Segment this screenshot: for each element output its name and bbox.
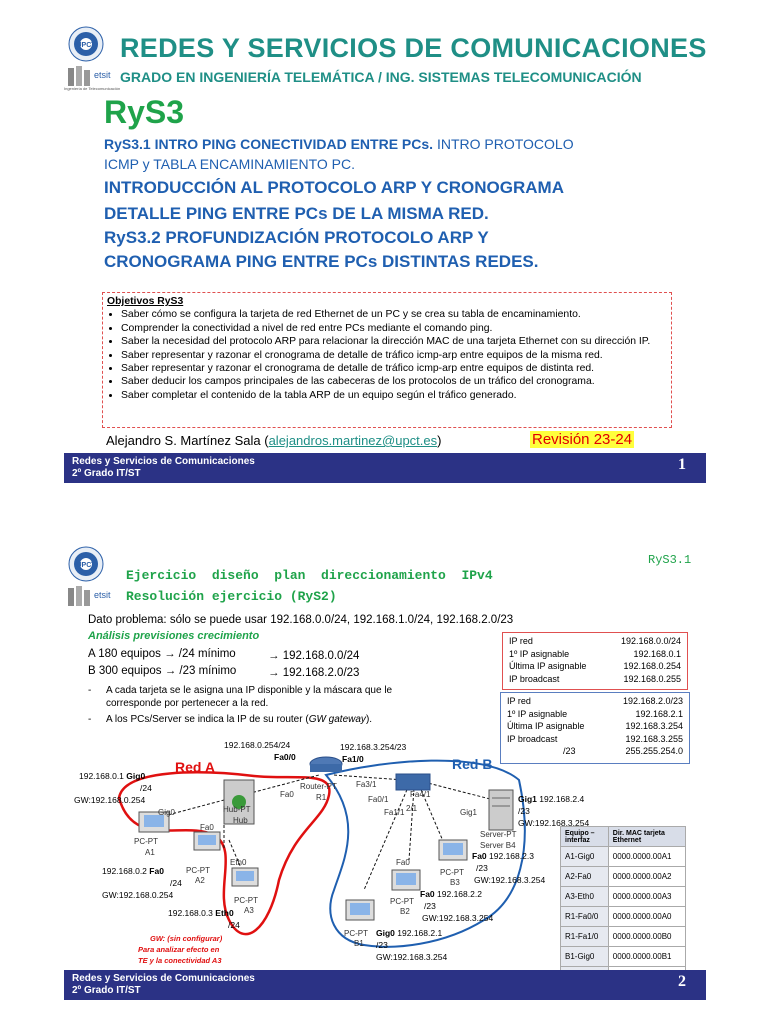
a3-note-3: TE y la conectividad A3 [138, 956, 222, 965]
red-b-label: Red B [452, 756, 493, 772]
footer-course: Redes y Servicios de Comunicaciones [72, 973, 255, 984]
slide1-line4: DETALLE PING ENTRE PCs DE LA MISMA RED. [104, 204, 489, 223]
mac-row [561, 847, 686, 867]
b2-ip-value: 192.168.2.2 [437, 889, 482, 899]
net-a-row [509, 648, 681, 661]
a3-note-2: Para analizar efecto en [138, 945, 220, 954]
net-a-value: 192.168.0.255 [623, 673, 681, 684]
mac-device: A1-Gig0 [561, 847, 609, 867]
b4-ip-value: 192.168.2.4 [539, 794, 585, 804]
author-email[interactable]: alejandros.martinez@upct.es [268, 433, 438, 448]
pc-a2-name: A2 [195, 876, 205, 885]
mac-row [561, 927, 686, 947]
b3-interface: Fa0 [472, 851, 487, 861]
etsit-logo-caption: Ingeniería de Telecomunicación [64, 86, 121, 91]
university-logo [68, 26, 104, 62]
objective-item: • Saber representar y razonar el cronograma de detalle de tráfico icmp-arp entre equipos de distinta red. [121, 362, 667, 375]
page-number: 1 [678, 456, 686, 473]
mac-address: 0000.0000.00A0 [608, 907, 685, 927]
net-a-value: 192.168.0.254 [623, 661, 681, 672]
port-label: 2/1 [406, 804, 418, 813]
slide1-line2: ICMP y TABLA ENCAMINAMIENTO PC. [104, 156, 356, 172]
mac-address: 0000.0000.00A2 [608, 867, 685, 887]
svg-text:UPCT: UPCT [76, 42, 96, 49]
pc-b1-icon [346, 900, 374, 920]
slide1-line1 [104, 136, 574, 152]
pc-b2-icon [392, 870, 420, 890]
net-b-key: 1º IP asignable [507, 708, 568, 719]
port-label: Fa0/1 [368, 795, 389, 804]
pc-b3-name: B3 [450, 878, 460, 887]
b1-interface: Gig0 [376, 928, 395, 938]
pc-a2-label: PC-PT [186, 866, 210, 875]
objectives-title: Objetivos RyS3 [107, 296, 184, 307]
note-bullet-2: - A los PCs/Server se indica la IP de su router (GW gateway). [88, 714, 373, 725]
hub-name: Hub [233, 816, 248, 825]
server-label: Server-PT [480, 830, 517, 839]
b4-interface: Gig1 [518, 794, 537, 804]
mac-table [560, 826, 686, 990]
net-b-row [507, 708, 683, 721]
svg-text:UPCT: UPCT [76, 562, 96, 569]
b3-ip-value: 192.168.2.3 [489, 851, 534, 861]
slide1-title: REDES Y SERVICIOS DE COMUNICACIONES [120, 33, 707, 63]
mac-row [561, 907, 686, 927]
a3-interface: Eth0 [215, 908, 234, 918]
mac-device: A3-Eth0 [561, 887, 609, 907]
note-bullet-1: - A cada tarjeta se le asigna una IP disponible y la máscara que le corresponde por pertenecer a la red. [88, 684, 428, 710]
pc-a3-icon [232, 868, 258, 886]
port-label: Gig0 [158, 808, 175, 817]
b4-mask: /23 [518, 806, 530, 816]
objective-item: • Saber completar el contenido de la tabla ARP de un equipo según el tráfico generado. [121, 389, 667, 402]
router-label: Router-PT [300, 782, 337, 791]
slide1-footer [64, 453, 706, 483]
port-label: Gig1 [460, 808, 477, 817]
pc-b1-label: PC-PT [344, 929, 368, 938]
author-name: Alejandro S. Martínez Sala ( [106, 433, 269, 448]
net-b-value: 192.168.3.255 [625, 733, 683, 744]
b1-ip [376, 928, 442, 938]
pc-a1-label: PC-PT [134, 837, 158, 846]
objectives-list [107, 308, 667, 402]
slide2-title-line2: Resolución ejercicio (RyS2) [126, 589, 337, 604]
slide2-title-line1: Ejercicio diseño plan direccionamiento IPv4 [126, 568, 493, 583]
revision-label: Revisión 23-24 [532, 431, 633, 448]
pc-a3-name: A3 [244, 906, 254, 915]
pc-b2-label: PC-PT [390, 897, 414, 906]
router-name: R1 [316, 793, 327, 802]
pc-b1-name: B1 [354, 939, 364, 948]
mac-device: A2-Fa0 [561, 867, 609, 887]
b2-ip [420, 889, 482, 899]
net-b-value: 192.168.2.1 [635, 708, 683, 719]
port-label: Fa1/1 [384, 808, 405, 817]
net-b-key: Última IP asignable [507, 721, 585, 732]
mac-address: 0000.0000.00B0 [608, 927, 685, 947]
b2-interface: Fa0 [420, 889, 435, 899]
net-a-key: IP broadcast [509, 673, 560, 684]
port-label: Fa3/1 [356, 780, 377, 789]
net-b-value: 255.255.254.0 [625, 746, 683, 757]
slide1-line3: INTRODUCCIÓN AL PROTOCOLO ARP Y CRONOGRAMA [104, 178, 564, 197]
mac-address: 0000.0000.00A1 [608, 847, 685, 867]
note-bullet-2-end: ). [365, 714, 373, 725]
note-bullet-2-italic: GW gateway [308, 714, 366, 725]
a1-interface: Gig0 [126, 771, 146, 781]
switch-icon [396, 774, 430, 790]
mac-row [561, 887, 686, 907]
b3-ip [472, 851, 534, 861]
r1-fa10-ip: 192.168.3.254/23 [340, 742, 407, 752]
net-a-value: 192.168.0.0/24 [620, 636, 681, 646]
a3-ip-value: 192.168.0.3 [168, 908, 213, 918]
mac-header-row [561, 827, 686, 847]
mac-row [561, 867, 686, 887]
etsit-logo [64, 62, 121, 92]
b1-mask: /23 [376, 940, 388, 950]
net-b-key: /23 [563, 746, 576, 757]
r1-fa00-if: Fa0/0 [274, 752, 296, 762]
requirement-b: B 300 equipos → /23 mínimo [88, 665, 237, 677]
requirement-a-result: → 192.168.0.0/24 [268, 650, 360, 662]
net-a-key: 1º IP asignable [509, 648, 570, 659]
net-a-key: Última IP asignable [509, 661, 587, 672]
mac-header-device: Equipo – interfaz [561, 827, 609, 847]
pc-a3-label: PC-PT [234, 896, 258, 905]
net-a-key: IP red [509, 636, 533, 646]
net-a-row [509, 673, 681, 686]
a2-gw: GW:192.168.0.254 [102, 890, 174, 900]
a3-ip [168, 908, 234, 918]
analysis-title: Análisis previsiones crecimiento [88, 630, 260, 642]
footer-course: Redes y Servicios de Comunicaciones [72, 456, 255, 467]
port-label: Fa0 [396, 858, 410, 867]
pc-a1-name: A1 [145, 848, 155, 857]
net-a-row [509, 635, 681, 648]
r1-fa00-ip: 192.168.0.254/24 [224, 740, 291, 750]
b3-gw: GW:192.168.3.254 [474, 875, 546, 885]
a1-gw: GW:192.168.0.254 [74, 795, 146, 805]
note-bullet-1-text: A cada tarjeta se le asigna una IP disponible y la máscara que le corresponde por pertenecer a la red. [106, 685, 393, 709]
mac-device: R1-Fa1/0 [561, 927, 609, 947]
a1-ip-value: 192.168.0.1 [79, 771, 124, 781]
author-line [106, 433, 441, 448]
port-label: Fa0 [200, 823, 214, 832]
port-label: Fa0 [280, 790, 294, 799]
net-a-row [509, 660, 681, 673]
slide1-code: RyS3 [104, 94, 185, 130]
pc-b3-icon [439, 840, 467, 860]
footer-grade: 2º Grado IT/ST [72, 468, 141, 479]
requirement-a: A 180 equipos → /24 mínimo [88, 648, 236, 660]
mac-address: 0000.0000.00B1 [608, 947, 685, 967]
objective-item: • Saber representar y razonar el cronograma de detalle de tráfico icmp-arp entre equipos de la misma red. [121, 349, 667, 362]
net-a-value: 192.168.0.1 [633, 648, 681, 659]
etsit-logo [64, 582, 114, 612]
net-b-row [507, 720, 683, 733]
etsit-logo-text: etsit [94, 590, 111, 600]
server-b4-icon [489, 790, 513, 830]
r1-fa10-if: Fa1/0 [342, 754, 364, 764]
slide1-subtitle: GRADO EN INGENIERÍA TELEMÁTICA / ING. SISTEMAS TELECOMUNICACIÓN [120, 69, 642, 85]
etsit-logo-text: etsit [94, 70, 111, 80]
net-b-row [507, 695, 683, 708]
page-number: 2 [678, 973, 686, 990]
mac-header-mac: Dir. MAC tarjeta Ethernet [608, 827, 685, 847]
b3-mask: /23 [476, 863, 488, 873]
a2-ip-value: 192.168.0.2 [102, 866, 147, 876]
b4-ip [518, 794, 584, 804]
a3-note-1: GW: (sin configurar) [150, 934, 223, 943]
objectives-box [102, 292, 672, 428]
slide1-line1-bold: RyS3.1 INTRO PING CONECTIVIDAD ENTRE PCs. [104, 136, 434, 152]
university-logo [68, 546, 104, 582]
a1-ip [79, 771, 145, 781]
slide2-footer [64, 970, 706, 1000]
net-b-key: IP broadcast [507, 733, 558, 744]
hub-label: Hub-PT [223, 805, 251, 814]
pc-a2-icon [194, 832, 220, 850]
port-label: Fa4/1 [410, 790, 431, 799]
slide1-line5: RyS3.2 PROFUNDIZACIÓN PROTOCOLO ARP Y [104, 228, 489, 247]
mac-row [561, 947, 686, 967]
slide1-line6: CRONOGRAMA PING ENTRE PCs DISTINTAS REDES. [104, 252, 539, 271]
b4-gw: GW:192.168.3.254 [518, 818, 590, 828]
a3-mask: /24 [228, 920, 240, 930]
pc-b2-name: B2 [400, 907, 410, 916]
server-name: Server B4 [480, 841, 516, 850]
net-b-value: 192.168.2.0/23 [622, 696, 683, 706]
b1-gw: GW:192.168.3.254 [376, 952, 448, 962]
objective-item: • Comprender la conectividad a nivel de red entre PCs mediante el comando ping. [121, 322, 667, 335]
mac-address: 0000.0000.00A3 [608, 887, 685, 907]
requirement-b-result: → 192.168.2.0/23 [268, 667, 360, 679]
footer-grade: 2º Grado IT/ST [72, 985, 141, 996]
b2-gw: GW:192.168.3.254 [422, 913, 494, 923]
slide1-line1-rest: INTRO PROTOCOLO [433, 136, 574, 152]
a2-mask: /24 [170, 878, 182, 888]
objective-item: • Saber la necesidad del protocolo ARP para relacionar la dirección MAC de una tarjeta Ethernet con su dirección IP. [121, 335, 667, 348]
pc-b3-label: PC-PT [440, 868, 464, 877]
port-label: Eth0 [230, 858, 247, 867]
net-a-table [502, 632, 688, 690]
objective-item: • Saber cómo se configura la tarjeta de red Ethernet de un PC y se crea su tabla de encaminamiento. [121, 308, 667, 321]
problem-statement: Dato problema: sólo se puede usar 192.168.0.0/24, 192.168.1.0/24, 192.168.2.0/23 [88, 614, 514, 626]
red-a-label: Red A [175, 759, 215, 775]
b2-mask: /23 [424, 901, 436, 911]
net-b-key: IP red [507, 696, 531, 706]
a2-ip [102, 866, 164, 876]
mac-device: R1-Fa0/0 [561, 907, 609, 927]
net-b-value: 192.168.3.254 [625, 721, 683, 732]
slide2-tag: RyS3.1 [648, 553, 692, 567]
router-icon [310, 757, 342, 772]
note-bullet-2-text: A los PCs/Server se indica la IP de su router ( [106, 714, 309, 725]
a2-interface: Fa0 [149, 866, 164, 876]
mac-device: B1-Gig0 [561, 947, 609, 967]
objective-item: • Saber deducir los campos principales de las cabeceras de los protocolos de un tráfico del cronograma. [121, 375, 667, 388]
a1-mask: /24 [140, 783, 152, 793]
author-end: ) [437, 433, 442, 448]
b1-ip-value: 192.168.2.1 [397, 928, 443, 938]
